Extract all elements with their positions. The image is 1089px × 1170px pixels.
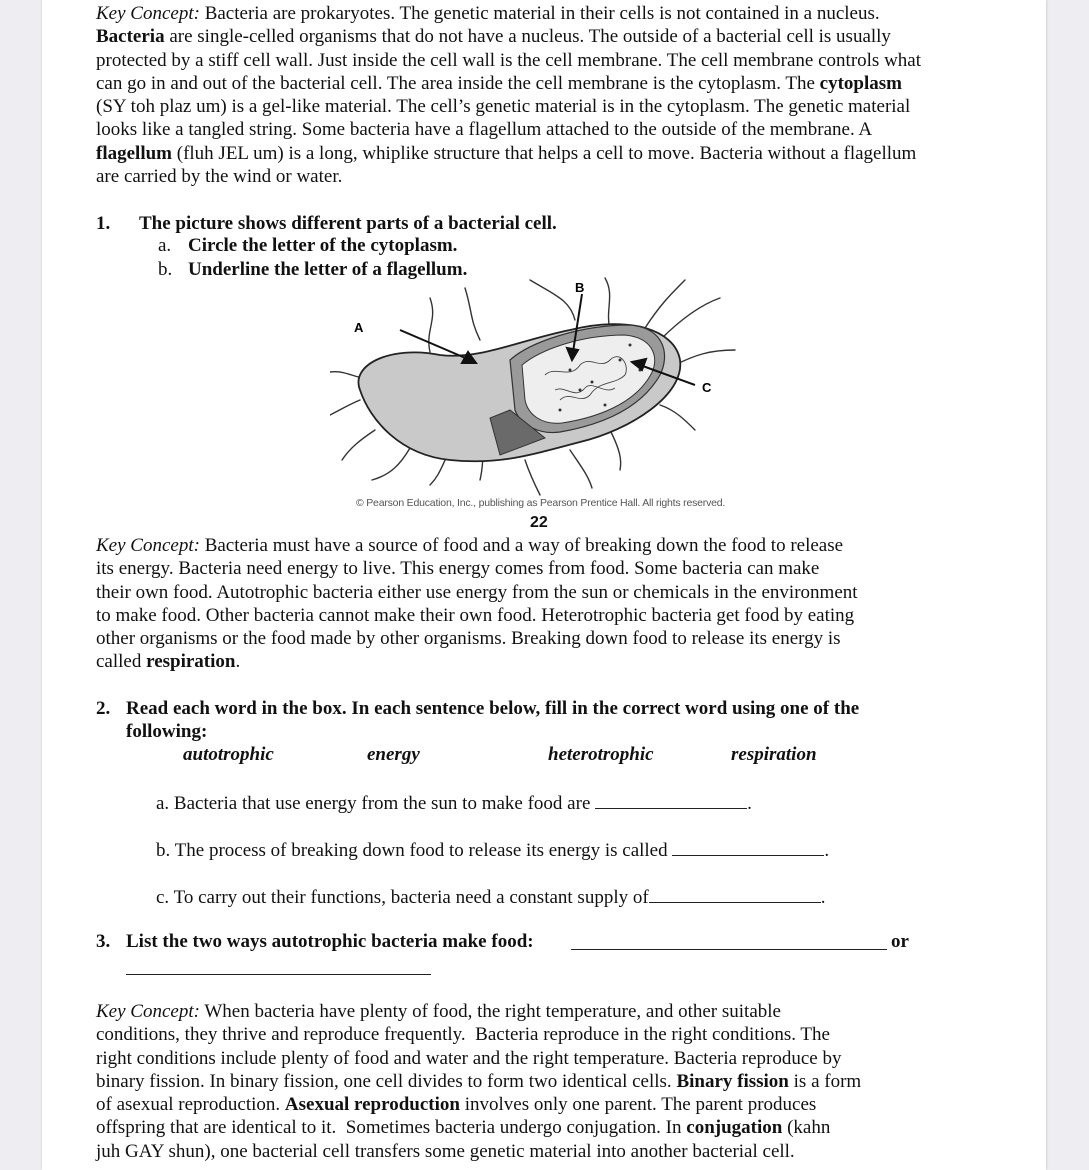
answer-3-blank-1[interactable] — [571, 931, 887, 950]
question-3-number: 3. — [96, 931, 111, 952]
question-1a — [158, 235, 457, 257]
key-concept-label: Key Concept: — [96, 3, 200, 24]
answer-2b-blank[interactable] — [672, 837, 824, 856]
paragraph-line — [96, 72, 996, 95]
text-run: binary fission. In binary fission, one cell divides to form two identical cells. — [96, 1070, 677, 1092]
label-c: C — [702, 380, 712, 395]
paragraph-line — [96, 1140, 996, 1163]
page-number: 22 — [530, 514, 548, 531]
word-bank-respiration: respiration — [731, 744, 817, 765]
question-3-text: List the two ways autotrophic bacteria make food: — [126, 931, 534, 952]
text-run: is a form — [788, 1070, 862, 1092]
word-bank-autotrophic: autotrophic — [183, 744, 274, 765]
question-2-number: 2. — [96, 698, 111, 719]
text-run: conditions, they thrive and reproduce frequently. Bacteria reproduce in the right conditions. The — [96, 1024, 830, 1046]
paragraph-line — [96, 2, 996, 25]
text-run: (fluh JEL um) is a long, whiplike structure that helps a cell to move. Bacteria without a flagellum — [172, 142, 917, 164]
text-run: protected by a stiff cell wall. Just inside the cell wall is the cell membrane. The cell membrane controls what — [96, 49, 922, 71]
copyright-credit: © Pearson Education, Inc., publishing as Pearson Prentice Hall. All rights reserved. — [356, 497, 726, 509]
text-run: their own food. Autotrophic bacteria either use energy from the sun or chemicals in the environment — [96, 581, 858, 603]
question-1-number: 1. — [96, 213, 111, 234]
question-1b-text: Underline the letter of a flagellum. — [188, 259, 468, 280]
text-run: right conditions include plenty of food and water and the right temperature. Bacteria reproduce by — [96, 1047, 842, 1069]
text-run: When bacteria have plenty of food, the right temperature, and other suitable — [199, 1001, 781, 1022]
paragraph-line — [96, 142, 996, 165]
bold-term: cytoplasm — [819, 72, 902, 94]
answer-3-blank-2[interactable] — [126, 956, 431, 975]
question-1b-letter: b. — [158, 259, 173, 280]
paragraph-line — [96, 604, 996, 627]
bold-term: Bacteria — [96, 26, 165, 48]
paragraph-line — [96, 534, 996, 557]
question-2b-text: b. The process of breaking down food to release its energy is called — [156, 840, 668, 861]
text-run: . — [235, 651, 241, 673]
bold-term: Binary fission — [676, 1070, 789, 1092]
paragraph-line — [96, 1047, 996, 1070]
text-run: of asexual reproduction. — [96, 1094, 285, 1116]
bacterial-cell-diagram — [330, 270, 750, 500]
paragraph-line — [96, 118, 996, 141]
bold-term: flagellum — [96, 142, 172, 164]
paragraph-line — [96, 49, 996, 72]
question-2a-end: . — [747, 793, 752, 814]
text-run: called — [96, 651, 147, 673]
label-a: A — [354, 320, 364, 335]
answer-2c-blank[interactable] — [649, 884, 821, 903]
text-run: offspring that are identical to it. Sometimes bacteria undergo conjugation. In — [96, 1117, 687, 1139]
question-2b — [156, 837, 829, 862]
question-1a-text: Circle the letter of the cytoplasm. — [188, 235, 458, 256]
text-run: Bacteria must have a source of food and a way of breaking down the food to release — [199, 535, 844, 556]
key-concept-label: Key Concept: — [96, 1001, 200, 1022]
worksheet-page — [42, 0, 1046, 1170]
text-run: other organisms or the food made by other organisms. Breaking down food to release its energy is — [96, 628, 841, 650]
text-run: to make food. Other bacteria cannot make their own food. Heterotrophic bacteria get food by eating — [96, 604, 855, 626]
question-2a-text: a. Bacteria that use energy from the sun to make food are — [156, 793, 591, 814]
question-2c — [156, 884, 825, 909]
paragraph-line — [96, 627, 996, 650]
paragraph-line — [96, 25, 996, 48]
question-2-line1: Read each word in the box. In each sentence below, fill in the correct word using one of the — [126, 698, 860, 719]
question-2c-text: c. To carry out their functions, bacteria need a constant supply of — [156, 887, 649, 908]
text-run: (kahn — [782, 1117, 831, 1139]
question-1a-letter: a. — [158, 235, 172, 256]
paragraph-line — [96, 557, 996, 580]
paragraph-line — [96, 165, 996, 188]
question-2-line2: following: — [126, 721, 208, 742]
text-run: are single-celled organisms that do not have a nucleus. The outside of a bacterial cell is usually — [164, 26, 891, 48]
text-run: juh GAY shun), one bacterial cell transfers some genetic material into another bacterial cell. — [96, 1140, 795, 1162]
paragraph-line — [96, 1093, 996, 1116]
paragraph-line — [96, 581, 996, 604]
question-2b-end: . — [824, 840, 830, 861]
key-concept-paragraph-3 — [96, 1000, 996, 1163]
text-run: looks like a tangled string. Some bacteria have a flagellum attached to the outside of the membrane. A — [96, 119, 873, 141]
paragraph-line — [96, 650, 996, 673]
text-run: Bacteria are prokaryotes. The genetic material in their cells is not contained in a nucleus. — [199, 3, 880, 24]
word-bank-energy: energy — [367, 744, 420, 765]
question-1-text: The picture shows different parts of a bacterial cell. — [139, 213, 557, 234]
text-run: are carried by the wind or water. — [96, 166, 343, 188]
paragraph-line — [96, 1116, 996, 1139]
key-concept-paragraph-2 — [96, 534, 996, 674]
paragraph-line — [96, 1070, 996, 1093]
word-bank-heterotrophic: heterotrophic — [548, 744, 654, 765]
answer-2a-blank[interactable] — [595, 790, 747, 809]
paragraph-line — [96, 1023, 996, 1046]
question-3-or: or — [891, 931, 909, 952]
text-run: involves only one parent. The parent produces — [459, 1094, 817, 1116]
key-concept-paragraph-1 — [96, 2, 996, 188]
key-concept-label: Key Concept: — [96, 535, 200, 556]
paragraph-line — [96, 1000, 996, 1023]
text-run: can go in and out of the bacterial cell. The area inside the cell membrane is the cytoplasm. The — [96, 72, 820, 94]
text-run: its energy. Bacteria need energy to live. This energy comes from food. Some bacteria can make — [96, 558, 820, 580]
bold-term: Asexual reproduction — [284, 1094, 460, 1116]
text-run: (SY toh plaz um) is a gel-like material. The cell’s genetic material is in the cytoplasm. The genetic material — [96, 96, 911, 118]
bold-term: conjugation — [686, 1117, 783, 1139]
question-2a — [156, 790, 752, 815]
paragraph-line — [96, 95, 996, 118]
label-b: B — [575, 280, 585, 295]
question-2c-end: . — [820, 887, 826, 908]
bold-term: respiration — [146, 651, 236, 673]
